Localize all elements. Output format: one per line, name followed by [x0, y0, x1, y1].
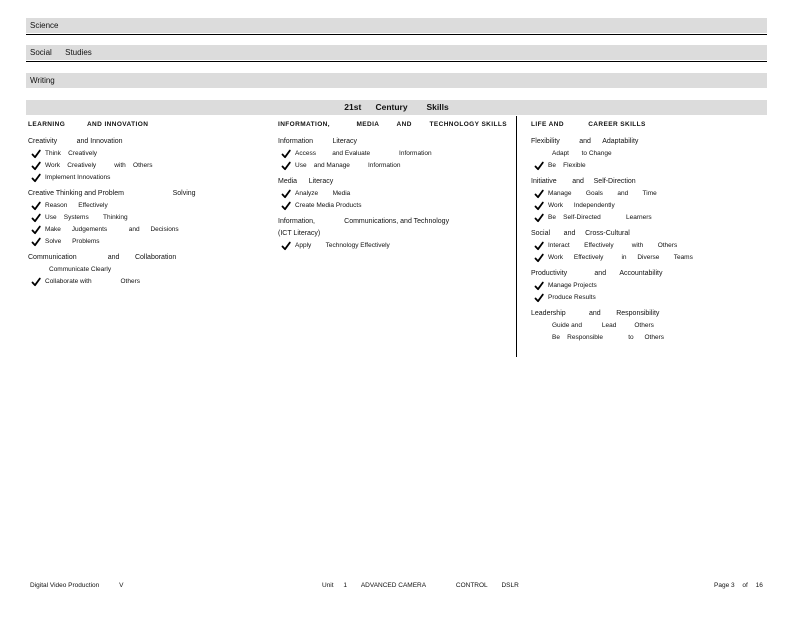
skill-group: [531, 228, 763, 264]
checkmark-icon: [31, 160, 41, 172]
footer-title-a: ADVANCED CAMERA: [360, 582, 427, 589]
skill-item: [28, 264, 273, 276]
skill-item: [28, 200, 273, 212]
skill-item-text: Work Independently: [548, 202, 615, 209]
skill-item: [278, 188, 513, 200]
skill-item: [531, 160, 763, 172]
footer-title-c: DSLR: [501, 582, 519, 589]
footer-page: Page 3: [714, 582, 735, 589]
science-bar: [26, 18, 767, 33]
checkmark-icon: [534, 240, 544, 252]
skill-group: [531, 136, 763, 172]
skill-item: [531, 148, 763, 160]
skill-item-text: Analyze Media: [295, 190, 351, 197]
checkmark-icon: [534, 188, 544, 200]
footer-title-b: CONTROL: [455, 582, 488, 589]
checkmark-icon: [281, 240, 291, 252]
checkmark-icon: [534, 200, 544, 212]
skill-item-text: Produce Results: [548, 294, 596, 301]
information-media-technology-column: [278, 118, 513, 256]
skill-group: [278, 176, 513, 212]
skill-item-text: Guide and Lead Others: [552, 322, 654, 329]
skill-item-text: Use and Manage Information: [295, 162, 401, 169]
checkmark-icon: [31, 172, 41, 184]
skill-item: [28, 212, 273, 224]
skill-item-text: Create Media Products: [295, 202, 362, 209]
skill-item: [278, 148, 513, 160]
skill-item-text: Access and Evaluate Information: [295, 150, 432, 157]
checkmark-icon: [31, 212, 41, 224]
skill-item-text: Collaborate with Others: [45, 278, 141, 285]
footer-right: [714, 582, 763, 589]
life-career-column: [531, 118, 763, 348]
divider-line: [26, 61, 767, 62]
skill-item-text: Communicate Clearly: [49, 266, 112, 273]
skill-item: [28, 276, 273, 288]
skill-item-text: Solve Problems: [45, 238, 100, 245]
checkmark-icon: [281, 200, 291, 212]
divider-line: [26, 34, 767, 35]
skill-item-text: Adapt to Change: [552, 150, 612, 157]
checkmark-icon: [31, 276, 41, 288]
checkmark-icon: [534, 160, 544, 172]
checkmark-icon: [534, 280, 544, 292]
skill-item: [28, 148, 273, 160]
skill-group: [28, 136, 273, 184]
skill-group-title: Media Literacy: [278, 178, 334, 185]
column-heading: INFORMATION, MEDIA AND TECHNOLOGY SKILLS: [278, 121, 507, 128]
skill-item: [28, 224, 273, 236]
skill-item-text: Make Judgements and Decisions: [45, 226, 179, 233]
column-heading: LEARNING AND INNOVATION: [28, 121, 149, 128]
skill-item-text: Interact Effectively with Others: [548, 242, 678, 249]
skills-header-bar: [26, 100, 767, 115]
skill-item: [531, 200, 763, 212]
skill-item-text: Be Self-Directed Learners: [548, 214, 652, 221]
skill-group-title: Initiative and Self-Direction: [531, 178, 636, 185]
skill-item: [28, 236, 273, 248]
skill-item: [531, 320, 763, 332]
checkmark-icon: [31, 224, 41, 236]
checkmark-icon: [31, 148, 41, 160]
skill-group: [278, 228, 513, 252]
checkmark-icon: [31, 236, 41, 248]
checkmark-icon: [534, 212, 544, 224]
checkmark-icon: [534, 252, 544, 264]
skill-item-text: Be Flexible: [548, 162, 586, 169]
skill-item: [28, 160, 273, 172]
skill-item-text: Work Effectively in Diverse Teams: [548, 254, 693, 261]
skill-item: [531, 212, 763, 224]
skill-item-text: Work Creatively with Others: [45, 162, 153, 169]
skill-group-title: Communication and Collaboration: [28, 254, 177, 261]
skill-group-title: Leadership and Responsibility: [531, 310, 660, 317]
social-studies-bar: [26, 45, 767, 60]
column-divider: [516, 116, 517, 357]
skill-group-title: Information, Communications, and Technology: [278, 218, 450, 225]
skill-item: [278, 240, 513, 252]
skill-item: [531, 332, 763, 344]
footer-mark: V: [119, 582, 124, 589]
skill-item-text: Be Responsible to Others: [552, 334, 664, 341]
skill-item: [278, 160, 513, 172]
checkmark-icon: [31, 200, 41, 212]
skill-group-title: Social and Cross-Cultural: [531, 230, 630, 237]
skill-item: [531, 292, 763, 304]
skill-group: [28, 252, 273, 288]
skills-title: 21st Century Skills: [344, 102, 449, 112]
skill-item: [278, 200, 513, 212]
footer-center: [322, 582, 519, 589]
skill-group-title: Creative Thinking and Problem Solving: [28, 190, 196, 197]
writing-bar: [26, 73, 767, 88]
skill-group: [531, 308, 763, 344]
skill-group: [278, 216, 513, 228]
checkmark-icon: [281, 160, 291, 172]
skill-group: [531, 176, 763, 224]
skill-item: [531, 240, 763, 252]
social-studies-label: Social Studies: [30, 48, 92, 57]
skill-item: [28, 172, 273, 184]
skill-item-text: Implement Innovations: [45, 174, 111, 181]
checkmark-icon: [281, 148, 291, 160]
skill-item-text: Use Systems Thinking: [45, 214, 128, 221]
skill-item-text: Manage Projects: [548, 282, 597, 289]
column-heading: LIFE AND CAREER SKILLS: [531, 121, 646, 128]
checkmark-icon: [534, 292, 544, 304]
learning-innovation-column: [28, 118, 273, 292]
footer-left: [30, 582, 123, 589]
skill-group-title: Flexibility and Adaptability: [531, 138, 639, 145]
skill-item: [531, 280, 763, 292]
writing-label: Writing: [30, 76, 55, 85]
skill-group: [28, 188, 273, 248]
skill-item: [531, 188, 763, 200]
footer-course: Digital Video Production: [30, 582, 100, 589]
skill-item-text: Think Creatively: [45, 150, 98, 157]
skill-item-text: Apply Technology Effectively: [295, 242, 390, 249]
skill-group-title: Information Literacy: [278, 138, 357, 145]
footer-total: 16: [755, 582, 763, 589]
skill-group: [531, 268, 763, 304]
skill-group-title: (ICT Literacy): [278, 230, 321, 237]
skill-group-title: Productivity and Accountability: [531, 270, 663, 277]
footer-unit-number: 1: [343, 582, 347, 589]
skill-item-text: Reason Effectively: [45, 202, 108, 209]
skill-group: [278, 136, 513, 172]
checkmark-icon: [281, 188, 291, 200]
footer-of: of: [742, 582, 748, 589]
footer-unit-label: Unit: [322, 582, 334, 589]
science-label: Science: [30, 21, 59, 30]
skill-item-text: Manage Goals and Time: [548, 190, 657, 197]
skill-item: [531, 252, 763, 264]
skill-group-title: Creativity and Innovation: [28, 138, 123, 145]
